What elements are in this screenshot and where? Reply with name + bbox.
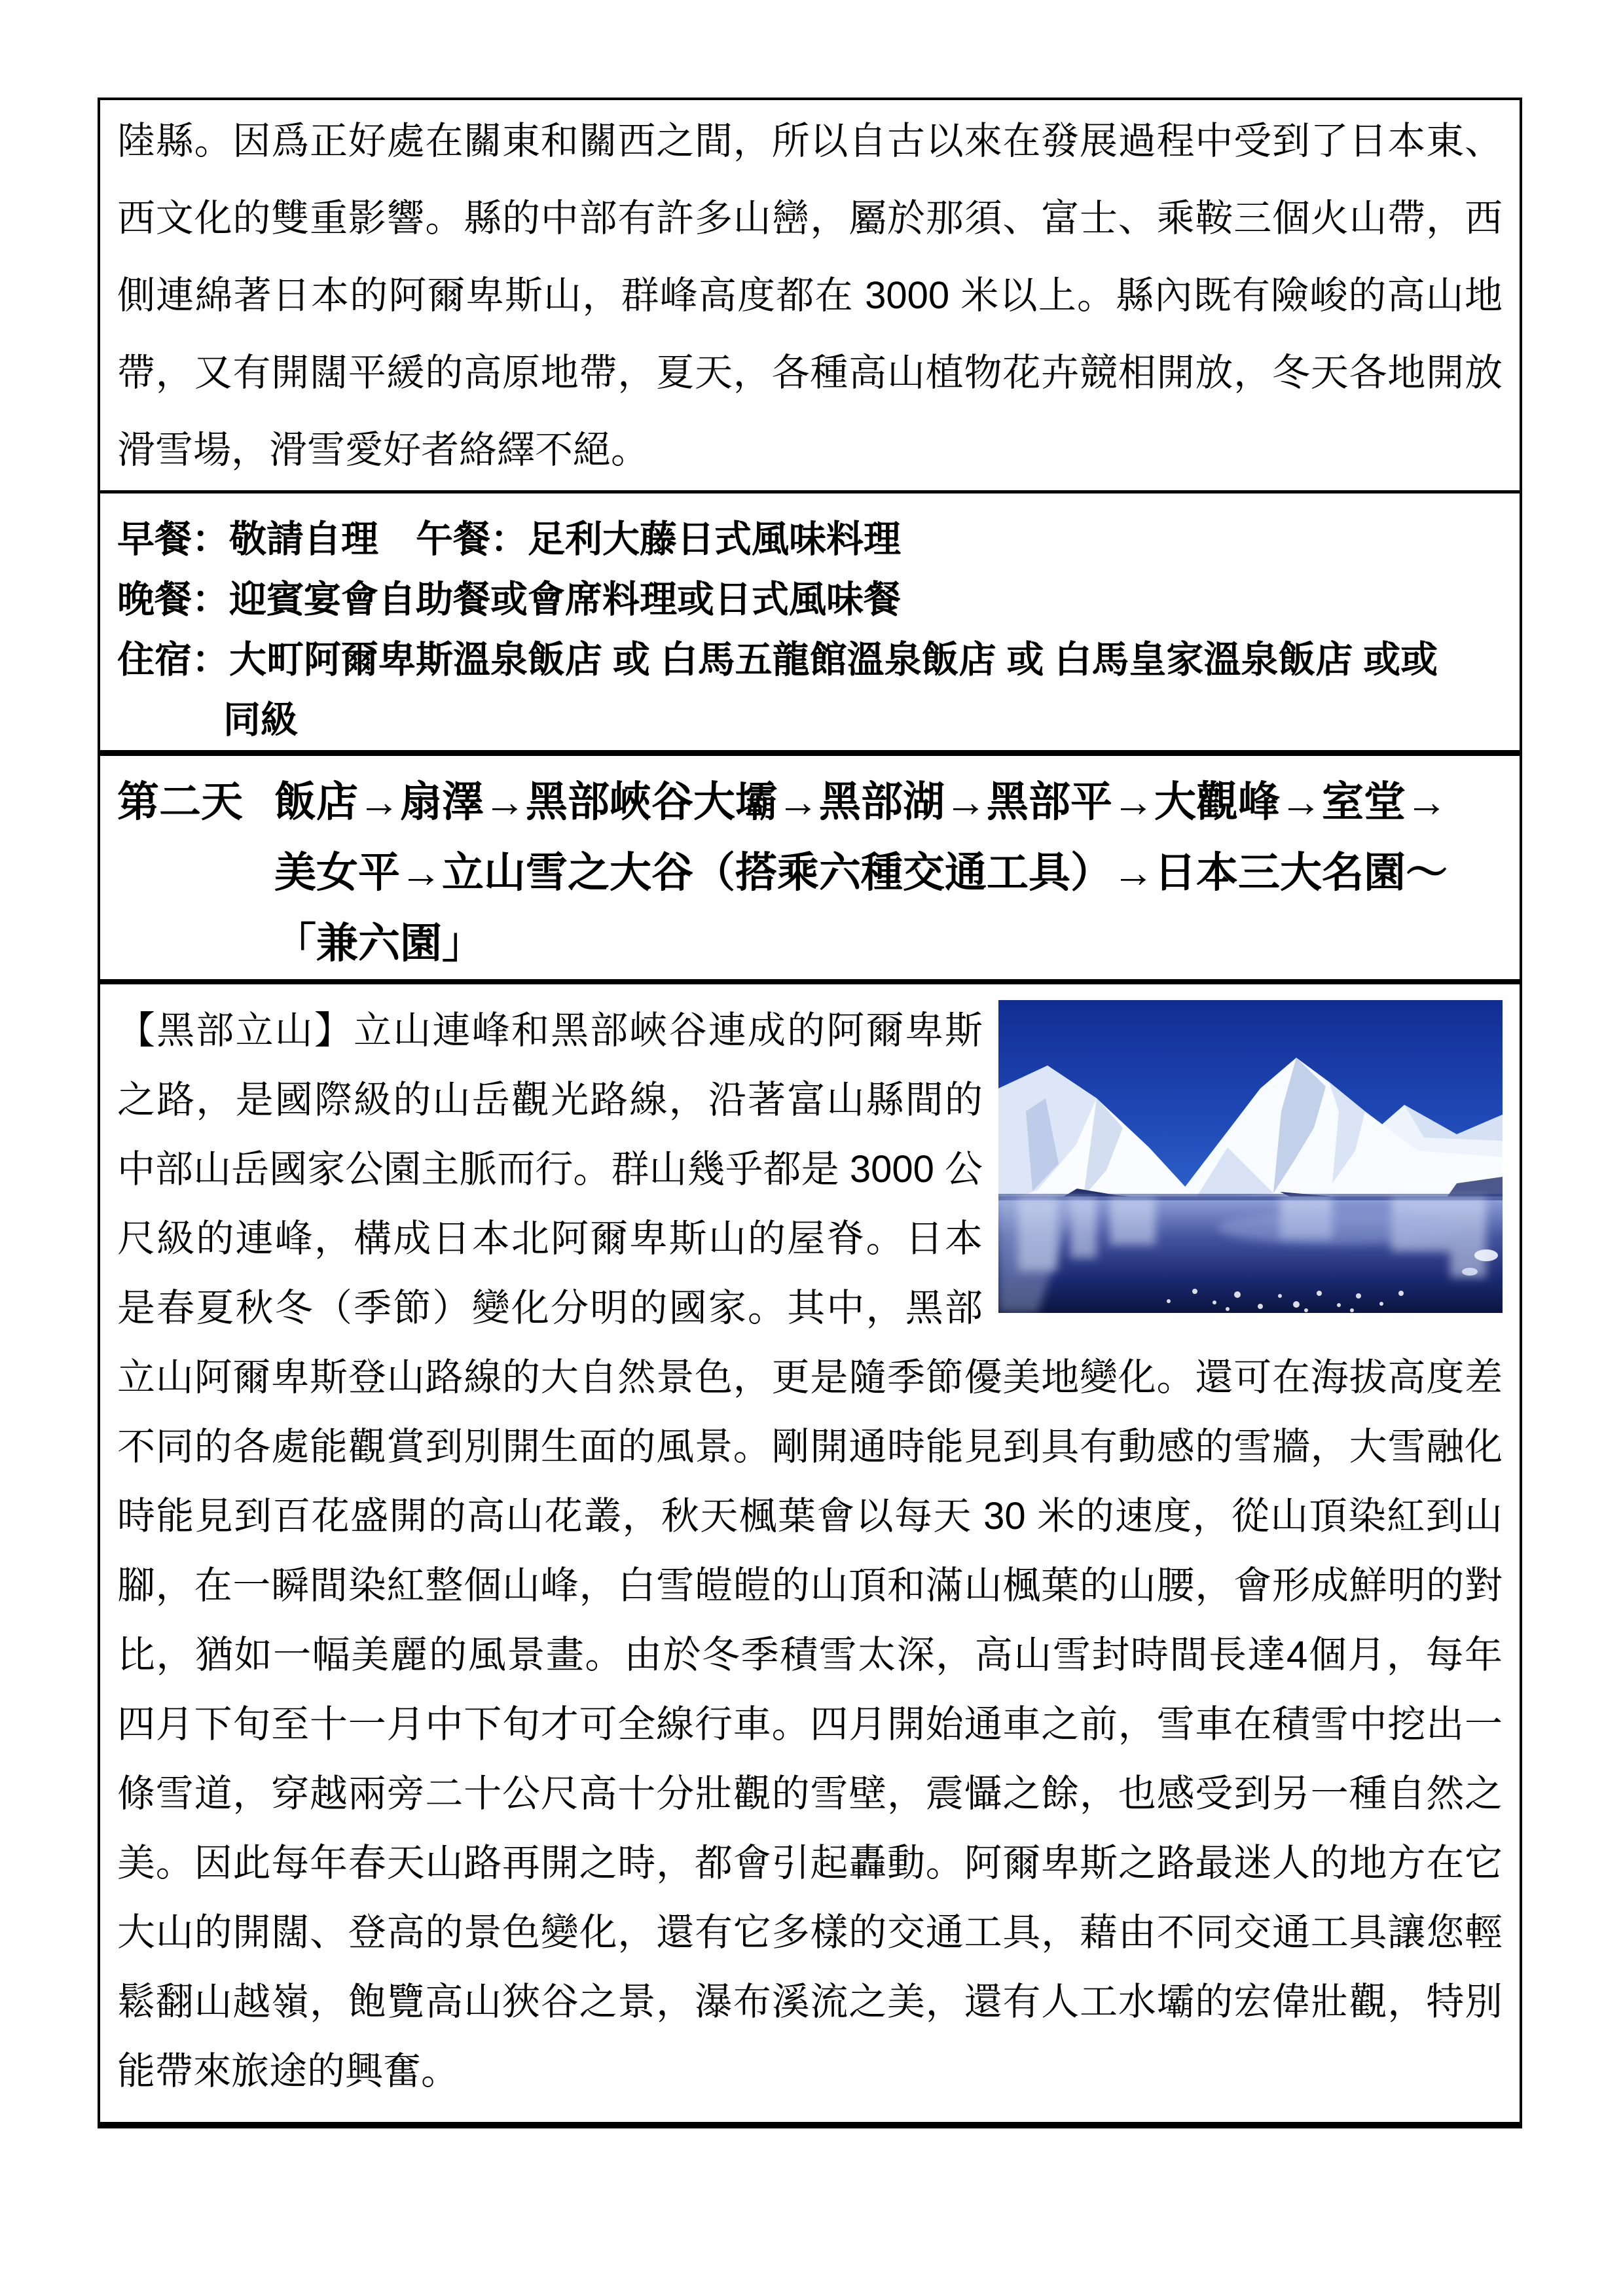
meals-hotel-grade-row: 同級 xyxy=(223,699,298,741)
kurobe-tateyama-section xyxy=(100,979,1520,2122)
intro-section xyxy=(100,100,1520,490)
meals-dinner-row: 晚餐：迎賓宴會自助餐或會席料理或日式風味餐 xyxy=(117,579,901,620)
meals-hotel-row: 住宿：大町阿爾卑斯溫泉飯店 或 白馬五龍館溫泉飯店 或 白馬皇家溫泉飯店 或或 xyxy=(117,639,1438,681)
itinerary-table xyxy=(98,98,1522,2128)
feature-paragraph: 【黑部立山】立山連峰和黑部峽谷連成的阿爾卑斯之路，是國際級的山岳觀光路線，沿著富山縣間的中部山岳國家公園主脈而行。群山幾乎都是 3000 公尺級的連峰，構成日本北阿爾卑斯山的屋脊。日本是春夏秋冬（季節）變化分明的國家。其中，黑部立山阿爾卑斯登山路線的大自然景色，更是隨季節優美地變化。還可在海拔高度差不同的各處能觀賞到別開生面的風景。剛開通時能見到具有動感的雪牆，大雪融化時能見到百花盛開的高山花叢，秋天楓葉會以每天 30 米的速度，從山頂染紅到山腳，在一瞬間染紅整個山峰，白雪皚皚的山頂和滿山楓葉的山腰，會形成鮮明的對比，猶如一幅美麗的風景畫。由於冬季積雪太深，高山雪封時間長達4個月，每年四月下旬至十一月中下旬才可全線行車。四月開始通車之前，雪車在積雪中挖出一條雪道，穿越兩旁二十公尺高十分壯觀的雪壁，震懾之餘，也感受到另一種自然之美。因此每年春天山路再開之時，都會引起轟動。阿爾卑斯之路最迷人的地方在它大山的開闊、登高的景色變化，還有它多樣的交通工具，藉由不同交通工具讓您輕鬆翻山越嶺，飽覽高山狹谷之景，瀑布溪流之美，還有人工水壩的宏偉壯觀，特別能帶來旅途的興奮。 xyxy=(117,1009,1503,2092)
meals-breakfast-lunch-row: 早餐：敬請自理 午餐：足利大藤日式風味料理 xyxy=(117,518,901,560)
day2-route xyxy=(274,766,1448,978)
day2-row xyxy=(117,766,1503,978)
day2-route-line-1: 飯店→扇澤→黑部峽谷大壩→黑部湖→黑部平→大觀峰→室堂→ xyxy=(274,778,1448,825)
day2-route-line-2: 美女平→立山雪之大谷（搭乘六種交通工具）→日本三大名園～ xyxy=(274,849,1448,896)
snow-mountain-lake-illustration xyxy=(998,1000,1503,1313)
day2-route-line-3: 「兼六園」 xyxy=(274,920,484,967)
intro-paragraph: 陸縣。因爲正好處在關東和關西之間，所以自古以來在發展過程中受到了日本東、西文化的雙重影響。縣的中部有許多山巒，屬於那須、富士、乘鞍三個火山帶，西側連綿著日本的阿爾卑斯山，群峰高度都在 3000 米以上。縣內既有險峻的高山地帶，又有開闊平緩的高原地帶，夏天，各種高山植物花卉競相開放，冬天各地開放滑雪場，滑雪愛好者絡繹不絕。 xyxy=(117,120,1503,471)
day2-header-section xyxy=(100,750,1520,979)
day2-label: 第二天 xyxy=(117,778,243,825)
photo-lake xyxy=(998,1194,1503,1313)
meals-section xyxy=(100,490,1520,750)
snow-mountain-lake-photo xyxy=(998,1000,1503,1313)
